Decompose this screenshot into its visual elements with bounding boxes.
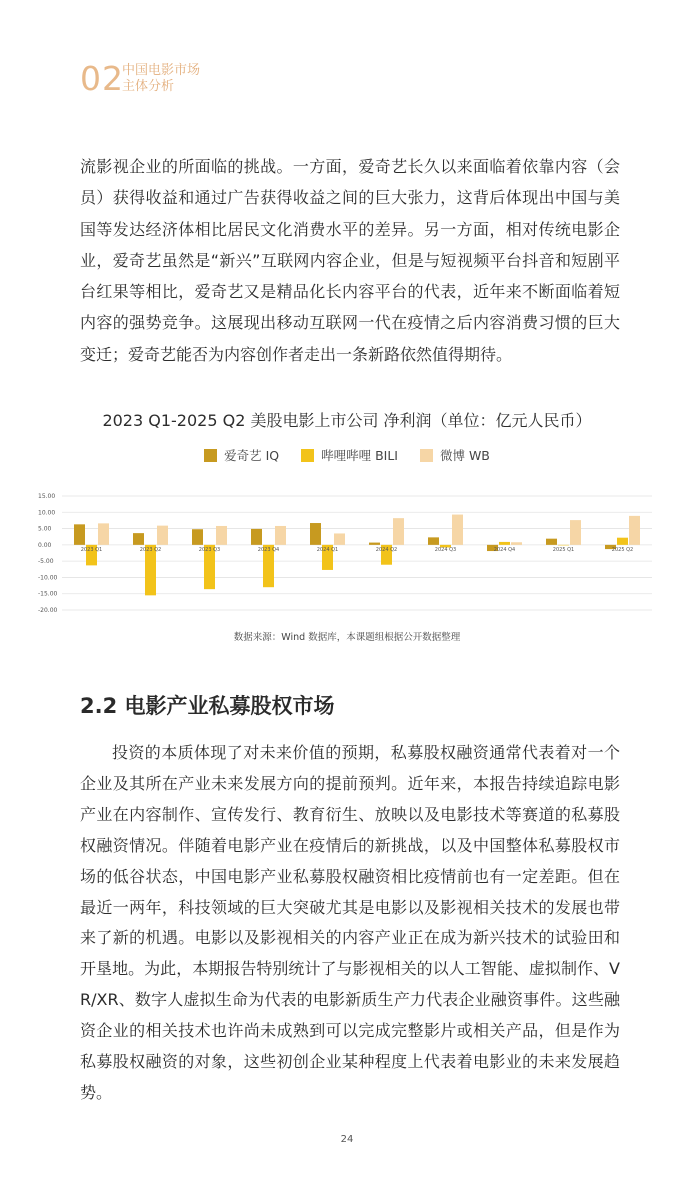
net-profit-bar-chart bbox=[0, 484, 694, 624]
y-tick-label: -5.00 bbox=[38, 558, 54, 566]
legend-label-bili: 哔哩哔哩 BILI bbox=[321, 448, 398, 463]
bar-iq bbox=[369, 543, 380, 545]
bar-wb bbox=[393, 518, 404, 545]
legend-label-wb: 微博 WB bbox=[439, 448, 490, 463]
bar-wb bbox=[511, 542, 522, 545]
section-number: 02 bbox=[80, 59, 124, 98]
y-tick-label: 5.00 bbox=[38, 525, 52, 533]
legend-swatch-iq bbox=[204, 449, 217, 462]
x-tick-label: 2024 Q3 bbox=[434, 546, 457, 553]
y-tick-label: 0.00 bbox=[38, 541, 52, 549]
chart-title: 2023 Q1-2025 Q2 美股电影上市公司 净利润（单位：亿元人民币） bbox=[102, 411, 592, 430]
chart-legend bbox=[0, 446, 694, 464]
y-tick-label: -10.00 bbox=[38, 574, 58, 582]
bar-wb bbox=[275, 526, 286, 545]
bar-bili bbox=[558, 545, 569, 546]
legend-item-bili bbox=[301, 446, 398, 464]
y-tick-label: -15.00 bbox=[38, 590, 58, 598]
section-title bbox=[122, 63, 200, 95]
bar-wb bbox=[98, 523, 109, 544]
bar-iq bbox=[133, 533, 144, 545]
legend-swatch-bili bbox=[301, 449, 314, 462]
bar-iq bbox=[74, 524, 85, 545]
legend-swatch-wb bbox=[420, 449, 433, 462]
y-tick-label: 10.00 bbox=[38, 509, 56, 517]
y-tick-label: -20.00 bbox=[38, 607, 58, 614]
section-title-line1: 中国电影市场 bbox=[122, 63, 201, 78]
x-tick-label: 2025 Q2 bbox=[611, 546, 634, 553]
bar-wb bbox=[452, 515, 463, 545]
bar-iq bbox=[310, 523, 321, 545]
bar-wb bbox=[216, 526, 227, 545]
section-title-line2: 主体分析 bbox=[122, 79, 175, 94]
bar-bili bbox=[617, 538, 628, 545]
y-tick-label: 15.00 bbox=[38, 493, 56, 500]
bar-wb bbox=[157, 526, 168, 545]
x-tick-label: 2023 Q3 bbox=[198, 546, 221, 553]
x-tick-label: 2023 Q1 bbox=[80, 546, 103, 553]
bar-iq bbox=[251, 529, 262, 545]
legend-item-wb bbox=[420, 446, 490, 464]
chart-source-note: 数据来源：Wind 数据库，本课题组根据公开数据整理 bbox=[233, 632, 461, 643]
x-tick-label: 2023 Q2 bbox=[139, 546, 162, 553]
bar-bili bbox=[499, 542, 510, 545]
page-number: 24 bbox=[340, 1134, 354, 1145]
x-tick-label: 2023 Q4 bbox=[257, 546, 280, 553]
bar-iq bbox=[428, 537, 439, 544]
bar-wb bbox=[334, 533, 345, 544]
body-paragraph-2: 投资的本质体现了对未来价值的预期，私募股权融资通常代表着对一个企业及其所在产业未来发展方向的提前预判。近年来，本报告持续追踪电影产业在内容制作、宣传发行、教育衍生、放映以及电影技术等赛道的私募股权融资情况。伴随着电影产业在疫情后的新挑战，以及中国整体私募股权市场的低谷状态，中国电影产业私募股权融资相比疫情前也有一定差距。但在最近一两年，科技领域的巨大突破尤其是电影以及影视相关技术的发展也带来了新的机遇。电影以及影视相关的内容产业正在成为新兴技术的试验田和开垦地。为此，本期报告特别统计了与影视相关的以人工智能、虚拟制作、VR/XR、数字人虚拟生命为代表的电影新质生产力代表企业融资事件。这些融资企业的相关技术也许尚未成熟到可以完成完整影片或相关产品，但是作为私募股权融资的对象，这些初创企业某种程度上代表着电影业的未来发展趋势。 bbox=[80, 743, 620, 1102]
x-tick-label: 2024 Q2 bbox=[375, 546, 398, 553]
bar-iq bbox=[192, 529, 203, 545]
bar-iq bbox=[546, 539, 557, 545]
bar-wb bbox=[629, 516, 640, 545]
legend-label-iq: 爱奇艺 IQ bbox=[224, 448, 280, 463]
x-tick-label: 2025 Q1 bbox=[552, 546, 575, 553]
x-tick-label: 2024 Q4 bbox=[493, 546, 516, 553]
x-tick-label: 2024 Q1 bbox=[316, 546, 339, 553]
body-paragraph-1: 流影视企业的所面临的挑战。一方面，爱奇艺长久以来面临着依靠内容（会员）获得收益和通过广告获得收益之间的巨大张力，这背后体现出中国与美国等发达经济体相比居民文化消费水平的差异。另一方面，相对传统电影企业，爱奇艺虽然是“新兴”互联网内容企业，但是与短视频平台抖音和短剧平台红果等相比，爱奇艺又是精品化长内容平台的代表，近年来不断面临着短内容的强势竞争。这展现出移动互联网一代在疫情之后内容消费习惯的巨大变迁；爱奇艺能否为内容创作者走出一条新路依然值得期待。 bbox=[80, 157, 620, 364]
bar-wb bbox=[570, 520, 581, 545]
legend-item-iq bbox=[204, 446, 279, 464]
section-heading-2-2: 2.2 电影产业私募股权市场 bbox=[80, 694, 335, 718]
